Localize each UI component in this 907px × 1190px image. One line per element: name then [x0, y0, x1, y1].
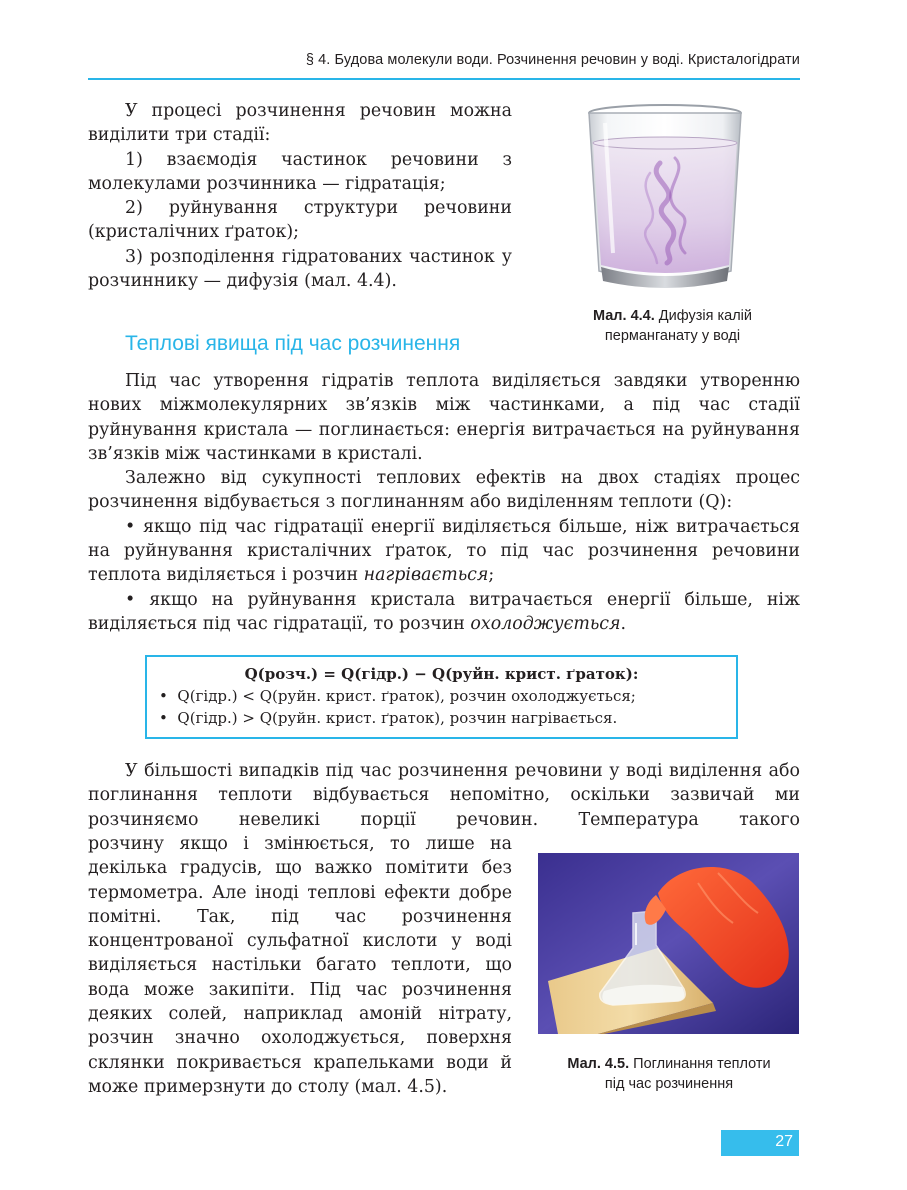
- running-header: [88, 40, 800, 80]
- stages-intro: У процесі розчинення речовин можна виділити три стадії:: [88, 101, 512, 146]
- page-number-badge: [721, 1130, 799, 1156]
- figure-4-5-caption-line1: Поглинання теплоти: [633, 1056, 771, 1072]
- formula-line-heating-text: Q(гідр.) > Q(руйн. крист. ґраток), розчин нагрівається.: [177, 709, 618, 727]
- formula-main: Q(розч.) = Q(гідр.) − Q(руйн. крист. ґраток):: [244, 665, 639, 683]
- bullet-cooling-text: якщо на руйнування кристала витрачається енергії більше, ніж виділяється під час гідратації, то розчин: [88, 589, 800, 634]
- header-title: § 4. Будова молекули води. Розчинення речовин у воді. Кристалогідрати: [305, 52, 800, 68]
- figure-4-5-caption: [540, 1054, 798, 1094]
- bullet-cooling-italic: охолоджується: [470, 613, 621, 634]
- formula-box: [145, 655, 738, 739]
- figure-4-5-label: Мал. 4.5.: [567, 1056, 630, 1072]
- stages-block: [88, 99, 512, 293]
- paragraph-dissolution-cont: розчину якщо і змінюється, то лише на декілька градусів, що важко помітити без термометра. Але іноді теплові ефекти добре помітні. Так, під час розчинення концентрованої сульфатної кислоти у воді виділяється настільки багато теплоти, що вода може закипіти. Під час розчинення деяких солей, наприклад амоній нітрату, розчин значно охолоджується, поверхня склянки покривається крапельками води й може примерзнути до столу (мал. 4.5).: [88, 834, 512, 1097]
- paragraph-dissolution-start: У більшості випадків під час розчинення речовини у воді виділення або поглинання теплоти відбувається непомітно, оскільки зазвичай ми розчиняємо невеликі порції речовин. Температура такого: [88, 761, 800, 830]
- lower-paragraph-full: [88, 759, 800, 832]
- paragraph-dependence: Залежно від сукупності теплових ефектів на двох стадіях процес розчинення відбувається з поглинанням або виділенням теплоти (Q):: [88, 468, 800, 513]
- figure-4-4-caption-line1: Дифузія калій: [658, 308, 752, 324]
- formula-line-heating: • Q(гідр.) > Q(руйн. крист. ґраток), розчин нагрівається.: [159, 709, 618, 727]
- page-number: 27: [775, 1133, 793, 1150]
- bullet-heating-text: якщо під час гідратації енергії виділяється більше, ніж витрачається на руйнування кристалічних ґраток, то під час розчинення речовини теплота виділяється і розчин: [88, 516, 800, 586]
- section-title: Теплові явища під час розчинення: [125, 332, 461, 355]
- formula-line-cooling: • Q(гідр.) < Q(руйн. крист. ґраток), розчин охолоджується;: [159, 687, 636, 705]
- thermal-effects-text: [88, 369, 800, 636]
- figure-4-4-caption-line2: перманганату у воді: [604, 328, 741, 344]
- figure-4-5-caption-line2: під час розчинення: [604, 1076, 734, 1092]
- glass-with-permanganate-icon: [585, 103, 745, 289]
- figure-4-4-label: Мал. 4.4.: [592, 308, 655, 324]
- bullet-heating-italic: нагрівається: [363, 565, 489, 586]
- formula-line-cooling-text: Q(гідр.) < Q(руйн. крист. ґраток), розчин охолоджується;: [177, 687, 636, 705]
- flask-on-wood-with-glove-icon: [538, 853, 799, 1034]
- stage-2: 2) руйнування структури речовини (кристалічних ґраток);: [88, 198, 512, 243]
- figure-permanganate-diffusion: [585, 103, 745, 289]
- bullet-cooling: • якщо на руйнування кристала витрачається енергії більше, ніж виділяється під час гідратації, то розчин охолоджується.: [88, 589, 800, 634]
- stage-3: 3) розподілення гідратованих частинок у розчиннику — дифузія (мал. 4.4).: [88, 246, 512, 292]
- stage-1: 1) взаємодія частинок речовини з молекулами розчинника — гідратація;: [88, 149, 512, 194]
- lower-paragraph-narrow: [88, 832, 512, 1099]
- figure-4-4-caption: [560, 306, 785, 346]
- paragraph-hydrates: Під час утворення гідратів теплота виділяється завдяки утворенню нових міжмолекулярних зв’язків між частинками, а під час стадії руйнування кристала — поглинається: енергія витрачається на руйнування зв’язків між частинками в кристалі.: [88, 371, 800, 464]
- bullet-heating: • якщо під час гідратації енергії виділяється більше, ніж витрачається на руйнування кристалічних ґраток, то під час розчинення речовини теплота виділяється і розчин нагрівається;: [88, 516, 800, 586]
- figure-heat-absorption: [538, 853, 799, 1034]
